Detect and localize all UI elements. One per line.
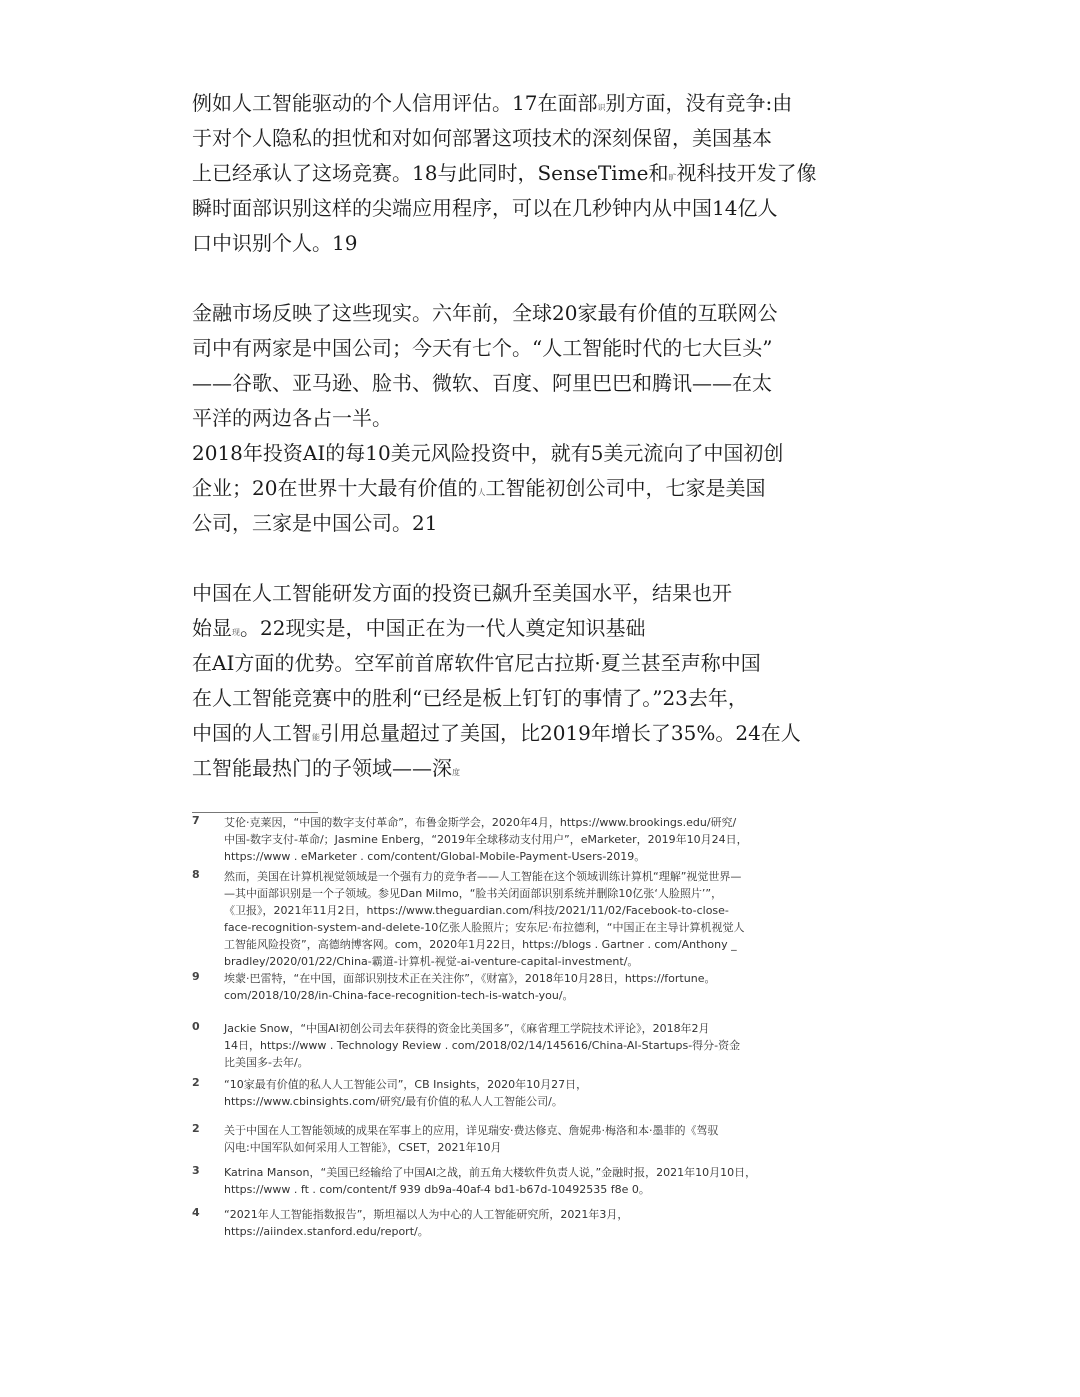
footnote-line: 闪电:中国军队如何采用人工智能》，CSET，2021年10月 bbox=[224, 1141, 502, 1154]
paragraph bbox=[192, 296, 783, 541]
footnote-line: face-recognition-system-and-delete-10亿张人脸照片；安东尼·布拉德利，“中国正在主导计算机视觉人 bbox=[224, 921, 745, 934]
text-segment: 别方面，没有竞争:由 bbox=[605, 91, 793, 115]
footnote-number: 7 bbox=[192, 814, 200, 827]
footnote-number: 2 bbox=[192, 1122, 200, 1135]
text-line: 瞬时面部识别这样的尖端应用程序，可以在几秒钟内从中国14亿人 bbox=[192, 196, 778, 220]
footnote-line: com/2018/10/28/in-China-face-recognition-tech-is-watch-you/。 bbox=[224, 989, 574, 1002]
small-glyph: 度 bbox=[452, 768, 460, 777]
text-line: 中国在人工智能研发方面的投资已飙升至美国水平，结果也开 bbox=[192, 581, 732, 605]
small-glyph: 旷 bbox=[668, 173, 677, 182]
paragraph bbox=[192, 576, 801, 786]
text-segment: 视科技开发了像 bbox=[676, 161, 817, 185]
small-glyph: 识 bbox=[597, 103, 606, 112]
footnote-line: Katrina Manson，“美国已经输给了中国AI之战，前五角大楼软件负责人说，”金融时报，2021年10月10日， bbox=[224, 1166, 757, 1179]
text-segment: 工智能初创公司中，七家是美国 bbox=[485, 476, 766, 500]
footnote-line: 中国-数字支付-革命/；Jasmine Enberg，“2019年全球移动支付用户”，eMarketer，2019年10月24日， bbox=[224, 833, 748, 846]
footnote-line: 然而，美国在计算机视觉领域是一个强有力的竞争者——人工智能在这个领域训练计算机“理解”视觉世界— bbox=[224, 870, 742, 883]
text-line: 在人工智能竞赛中的胜利“已经是板上钉钉的事情了。”23去年， bbox=[192, 686, 748, 710]
footnote-line: 14日，https://www . Technology Review . com/2018/02/14/145616/China-AI-Startups-得分-资金 bbox=[224, 1039, 741, 1052]
footnote-text bbox=[224, 1020, 832, 1071]
text-line: 2018年投资AI的每10美元风险投资中，就有5美元流向了中国初创 bbox=[192, 441, 784, 465]
text-segment: 中国的人工智 bbox=[192, 721, 312, 745]
footnote-number: 2 bbox=[192, 1076, 200, 1089]
text-line: ——谷歌、亚马逊、脸书、微软、百度、阿里巴巴和腾讯——在太 bbox=[192, 371, 772, 395]
footnote-line: https://www . eMarketer . com/content/Global-Mobile-Payment-Users-2019。 bbox=[224, 850, 646, 863]
footnote-line: bradley/2020/01/22/China-霸道-计算机-视觉-ai-venture-capital-investment/。 bbox=[224, 955, 639, 968]
text-line: 司中有两家是中国公司；今天有七个。“人工智能时代的七大巨头” bbox=[192, 336, 773, 360]
footnote-line: 关于中国在人工智能领域的成果在军事上的应用，详见瑞安·费达修克、詹妮弗·梅洛和本·墨菲的《驾驭 bbox=[224, 1124, 719, 1137]
footnote-line: Jackie Snow，“中国AI初创公司去年获得的资金比美国多”，《麻省理工学院技术评论》，2018年2月 bbox=[224, 1022, 710, 1035]
text-segment: 始显 bbox=[192, 616, 232, 640]
footnote-line: 艾伦·克莱因，“中国的数字支付革命”，布鲁金斯学会，2020年4月，https://www.brookings.edu/研究/ bbox=[224, 816, 737, 829]
text-line: 口中识别个人。19 bbox=[192, 231, 358, 255]
text-line: 公司，三家是中国公司。21 bbox=[192, 511, 438, 535]
footnote-line: https://www.cbinsights.com/研究/最有价值的私人人工智能公司/。 bbox=[224, 1095, 563, 1108]
paragraph bbox=[192, 86, 817, 261]
footnote-text bbox=[224, 1164, 832, 1198]
text-line bbox=[192, 156, 817, 191]
small-glyph: 现 bbox=[232, 628, 240, 637]
text-line: 金融市场反映了这些现实。六年前，全球20家最有价值的互联网公 bbox=[192, 301, 778, 325]
text-line bbox=[192, 611, 801, 646]
text-line bbox=[192, 86, 817, 121]
footnote-text bbox=[224, 1206, 832, 1240]
footnote-line: “10家最有价值的私人人工智能公司”，CB Insights，2020年10月27日， bbox=[224, 1078, 588, 1091]
text-segment: 引用总量超过了美国，比2019年增长了35%。24在人 bbox=[320, 721, 801, 745]
text-line: 在AI方面的优势。空军前首席软件官尼古拉斯·夏兰甚至声称中国 bbox=[192, 651, 761, 675]
footnote-text bbox=[224, 1076, 832, 1110]
footnote-line: 比美国多-去年/。 bbox=[224, 1056, 309, 1069]
text-segment: 例如人工智能驱动的个人信用评估。17在面部 bbox=[192, 91, 598, 115]
text-line bbox=[192, 471, 783, 506]
footnote-line: https://www . ft . com/content/f 939 db9a-40af-4 bd1-b67d-10492535 f8e 0。 bbox=[224, 1183, 650, 1196]
footnote-number: 0 bbox=[192, 1020, 200, 1033]
footnote-number: 9 bbox=[192, 970, 200, 983]
footnote-line: “2021年人工智能指数报告”，斯坦福以人为中心的人工智能研究所，2021年3月， bbox=[224, 1208, 629, 1221]
footnote-number: 3 bbox=[192, 1164, 200, 1177]
text-segment: 企业；20在世界十大最有价值的 bbox=[192, 476, 478, 500]
footnote-number: 8 bbox=[192, 868, 200, 881]
footnote-text bbox=[224, 970, 832, 1004]
footnote-line: 《卫报》，2021年11月2日，https://www.theguardian.com/科技/2021/11/02/Facebook-to-close- bbox=[224, 904, 729, 917]
footnote-text bbox=[224, 1122, 832, 1156]
small-glyph: 能 bbox=[312, 733, 320, 742]
footnote-separator bbox=[192, 812, 318, 813]
text-line: 于对个人隐私的担忧和对如何部署这项技术的深刻保留，美国基本 bbox=[192, 126, 772, 150]
text-segment: 。22现实是，中国正在为一代人奠定知识基础 bbox=[240, 616, 646, 640]
footnote-text bbox=[224, 868, 832, 970]
footnote-line: 工智能风险投资”，高德纳博客网。com，2020年1月22日，https://blogs . Gartner . com/Anthony _ bbox=[224, 938, 737, 951]
footnote-line: 埃蒙·巴雷特，“在中国，面部识别技术正在关注你”，《财富》，2018年10月28日，https://fortune。 bbox=[224, 972, 716, 985]
footnote-number: 4 bbox=[192, 1206, 200, 1219]
text-line bbox=[192, 751, 801, 786]
footnote-line: —其中面部识别是一个子领域。参见Dan Milmo，“脸书关闭面部识别系统并删除10亿张‘人脸照片’”， bbox=[224, 887, 723, 900]
footnote-text bbox=[224, 814, 832, 865]
text-line: 平洋的两边各占一半。 bbox=[192, 406, 392, 430]
small-glyph: 人 bbox=[477, 488, 486, 497]
text-segment: 工智能最热门的子领域——深 bbox=[192, 756, 452, 780]
text-line bbox=[192, 716, 801, 751]
footnote-line: https://aiindex.stanford.edu/report/。 bbox=[224, 1225, 429, 1238]
text-segment: 上已经承认了这场竞赛。18与此同时，SenseTime和 bbox=[192, 161, 669, 185]
